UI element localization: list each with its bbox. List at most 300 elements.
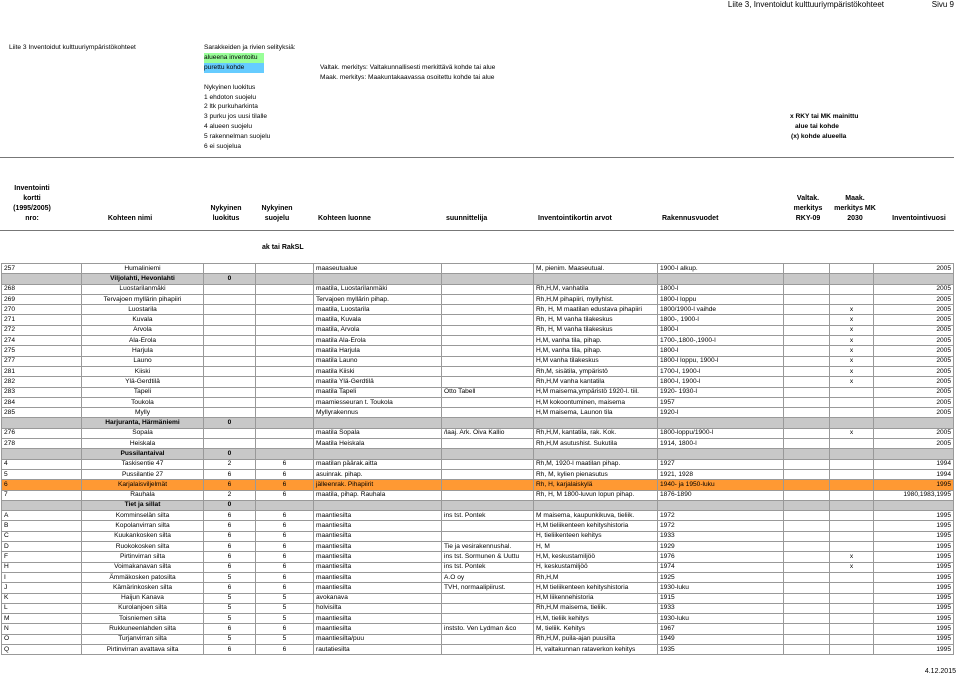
table-cell: 6 [256,511,314,521]
table-cell: A [2,511,82,521]
table-cell [442,408,534,418]
table-cell: Rh, H, M vanha tilakeskus [534,315,658,325]
table-cell [2,500,82,510]
table-cell [256,274,314,284]
table-cell [784,634,830,644]
table-cell [830,459,874,469]
table-cell [442,366,534,376]
table-cell: Launo [82,356,204,366]
table-cell [784,439,830,449]
table-cell [784,428,830,438]
table-cell: holvisilta [314,603,442,613]
table-cell: 2005 [874,408,954,418]
table-cell: Luostarilanmäki [82,284,204,294]
table-cell [442,284,534,294]
table-cell: 1972 [658,511,784,521]
table-row [2,284,954,294]
table-cell: Sopala [82,428,204,438]
table-cell: 6 [204,531,256,541]
table-cell [442,325,534,335]
table-cell: Myllyrakennus [314,408,442,418]
table-row [2,336,954,346]
table-cell: 2005 [874,336,954,346]
table-cell: Rh,H,M maisema, tieliik. [534,603,658,613]
table-cell [442,305,534,315]
table-cell: 1995 [874,480,954,490]
table-cell: 257 [2,264,82,274]
table-cell: Harjula [82,346,204,356]
table-cell [204,428,256,438]
table-row [2,552,954,562]
table-cell: 1995 [874,624,954,634]
rky-note-3: (x) kohde alueella [791,133,847,140]
table-cell: M, tieliik. Kehitys [534,624,658,634]
table-cell [658,500,784,510]
table-cell [830,500,874,510]
table-cell: 0 [204,500,256,510]
table-row [2,521,954,531]
table-cell: 6 [204,469,256,479]
table-cell: Tervajoen myllärin pihap. [314,294,442,304]
table-cell: x [830,305,874,315]
table-cell: 0 [204,449,256,459]
header-separator [0,157,954,158]
table-cell [314,449,442,459]
table-cell [256,346,314,356]
table-cell: 281 [2,366,82,376]
table-cell [256,408,314,418]
col-name: Kohteen nimi [107,215,153,222]
table-cell: x [830,346,874,356]
table-cell [830,644,874,654]
table-cell: maatila Tapeli [314,387,442,397]
table-cell [784,603,830,613]
table-cell [442,418,534,428]
table-cell: 1995 [874,593,954,603]
table-cell: maatilan päärak.aitta [314,459,442,469]
table-cell: maantiesilta [314,511,442,521]
table-cell [2,449,82,459]
table-cell [830,603,874,613]
table-cell [442,274,534,284]
table-cell: 275 [2,346,82,356]
table-cell: Rh,H,M pihapiiri, myllyhist. [534,294,658,304]
table-cell: Rh,H,M asutushist. Sukutila [534,439,658,449]
table-cell [256,397,314,407]
table-cell: 5 [2,469,82,479]
table-cell [256,449,314,459]
table-cell: maatila Launo [314,356,442,366]
table-cell: Pirtinvirran avattava silta [82,644,204,654]
table-cell [204,439,256,449]
table-row [2,469,954,479]
table-cell [204,387,256,397]
table-cell [830,284,874,294]
group-row [2,274,954,284]
table-cell [442,480,534,490]
table-cell: 5 [204,614,256,624]
table-row [2,408,954,418]
table-cell [830,572,874,582]
table-row [2,644,954,654]
table-cell: Rh,M, 1920-l maatilan pihap. [534,459,658,469]
table-cell: Rauhala [82,490,204,500]
table-cell: 2005 [874,284,954,294]
col-inventory-card: Inventointi kortti (1995/2005) nro: [13,185,51,222]
table-row [2,387,954,397]
table-cell: 1976 [658,552,784,562]
table-cell: F [2,552,82,562]
table-cell: 2005 [874,439,954,449]
table-cell: Taskisentie 47 [82,459,204,469]
table-cell: jälleenrak. Pihapiirit [314,480,442,490]
table-cell: 1933 [658,531,784,541]
table-cell: maatila Ylä-Gerdtilä [314,377,442,387]
table-cell: 6 [204,480,256,490]
table-cell: inststo. Ven Lydman &co [442,624,534,634]
table-cell [256,418,314,428]
doc-title: Liite 3 Inventoidut kulttuuriympäristökohteet [9,44,136,51]
col-protection: Nykyinen suojelu [261,205,293,222]
table-row [2,346,954,356]
table-cell: 2005 [874,356,954,366]
table-cell: maatila, Kuvala [314,315,442,325]
col-subheader: ak tai RakSL [262,244,304,251]
table-cell [874,418,954,428]
table-cell: x [830,562,874,572]
table-cell: M, pienim. Maaseutual. [534,264,658,274]
table-cell: 285 [2,408,82,418]
table-cell [784,325,830,335]
rky-note-1: x RKY tai MK mainittu [790,113,859,120]
table-cell [784,500,830,510]
table-cell [204,336,256,346]
table-row [2,603,954,613]
table-cell: Rh, H, M 1800-luvun lopun pihap. [534,490,658,500]
table-cell [256,325,314,335]
table-cell: 5 [256,603,314,613]
table-cell [830,634,874,644]
table-cell: H, tieliikenteen kehitys [534,531,658,541]
table-cell: 6 [256,480,314,490]
table-cell: 2005 [874,377,954,387]
footer-date: 4.12.2015 [924,668,956,675]
table-cell: maatila Harjula [314,346,442,356]
table-row [2,264,954,274]
table-cell: A.O oy [442,572,534,582]
table-cell: 2005 [874,428,954,438]
maak-note: Maak. merkitys: Maakuntakaavassa osoitettu kohde tai alue [320,74,495,81]
table-cell [784,624,830,634]
table-cell: Rh,H,M vanha kantatila [534,377,658,387]
table-cell: 6 [256,644,314,654]
table-cell: 2005 [874,325,954,335]
table-cell: 276 [2,428,82,438]
table-cell: x [830,315,874,325]
table-cell: Tapeli [82,387,204,397]
table-cell: 2 [204,490,256,500]
table-cell: ins tst. Pontek [442,511,534,521]
table-cell: 6 [204,644,256,654]
table-cell [442,459,534,469]
table-cell: L [2,603,82,613]
table-cell: 1980,1983,1995 [874,490,954,500]
table-cell: Mylly [82,408,204,418]
table-cell: Rh,M, sisätila, ympäristö [534,366,658,376]
table-cell [256,294,314,304]
table-cell [830,408,874,418]
legend-spot-swatch: purettu kohde [204,63,264,73]
table-cell: 1995 [874,562,954,572]
table-cell: Kurolanjoen silta [82,603,204,613]
table-cell: 1995 [874,542,954,552]
table-row [2,480,954,490]
table-cell: H,M kokoontuminen, maisema [534,397,658,407]
class-5: 5 rakennelman suojelu [204,133,271,140]
table-row [2,325,954,335]
table-cell [442,644,534,654]
table-cell [442,346,534,356]
table-cell: 6 [204,624,256,634]
table-cell [784,469,830,479]
table-cell: 6 [256,521,314,531]
table-cell: 1700-,1800-,1900-l [658,336,784,346]
table-cell: Rh, M, kylien pienasutus [534,469,658,479]
table-cell [830,583,874,593]
col-class: Nykyinen luokitus [210,205,242,222]
table-cell [784,644,830,654]
table-cell [830,397,874,407]
table-cell [830,624,874,634]
table-cell: 1949 [658,634,784,644]
table-cell: 0 [204,418,256,428]
table-cell: 5 [256,614,314,624]
table-cell: 5 [204,603,256,613]
table-cell: O [2,634,82,644]
table-cell: 2005 [874,397,954,407]
table-cell: 2005 [874,305,954,315]
table-cell [442,531,534,541]
table-cell: maantiesilta [314,521,442,531]
table-cell: 1974 [658,562,784,572]
table-cell: 6 [204,583,256,593]
table-cell [830,264,874,274]
table-cell [256,305,314,315]
table-cell [784,490,830,500]
page-header-title: Liite 3, Inventoidut kulttuuriympäristökohteet [727,0,884,9]
table-cell: B [2,521,82,531]
table-cell: maamiesseuran t. Toukola [314,397,442,407]
table-cell: maatila, Luostarilanmäki [314,284,442,294]
table-cell: 6 [256,490,314,500]
page-number: Sivu 9 [931,0,954,9]
group-row [2,418,954,428]
table-cell: 1920-l [658,408,784,418]
table-cell [442,593,534,603]
table-cell: K [2,593,82,603]
table-row [2,593,954,603]
table-cell: 2 [204,459,256,469]
table-row [2,572,954,582]
table-row [2,511,954,521]
table-cell: 2005 [874,315,954,325]
table-cell [204,397,256,407]
table-cell: 269 [2,294,82,304]
table-cell [784,459,830,469]
table-cell: 1972 [658,521,784,531]
table-cell: H,M, vanha tila, pihap. [534,336,658,346]
table-cell: maantiesilta [314,552,442,562]
col-years: Rakennusvuodet [662,215,719,222]
table-cell: Harjuranta, Härmäniemi [82,418,204,428]
group-row [2,500,954,510]
table-cell: Toisniemen silta [82,614,204,624]
table-cell: H,M vanha tilakeskus [534,356,658,366]
table-cell: 1994 [874,459,954,469]
table-cell [2,274,82,284]
table-cell [874,500,954,510]
table-cell: Voimakanavan silta [82,562,204,572]
table-cell: Humaliniemi [82,264,204,274]
table-cell [874,274,954,284]
table-cell [2,418,82,428]
table-cell: 0 [204,274,256,284]
table-cell: Arvola [82,325,204,335]
table-cell: N [2,624,82,634]
table-cell: 6 [256,469,314,479]
page-header [0,0,960,9]
explanation-title: Sarakkeiden ja rivien selityksiä: [204,44,296,51]
table-cell: rautatiesilta [314,644,442,654]
table-cell: maantiesilta [314,531,442,541]
col-values: Inventointikortin arvot [538,215,612,222]
table-cell [830,274,874,284]
table-row [2,624,954,634]
table-cell [204,408,256,418]
table-cell [784,274,830,284]
table-cell [830,542,874,552]
table-cell: H,M maisema, Launon tila [534,408,658,418]
table-cell: Kopolanvirran silta [82,521,204,531]
table-cell: avokanava [314,593,442,603]
table-cell: D [2,542,82,552]
table-cell: 2005 [874,294,954,304]
col-valtak: Valtak. merkitys RKY-09 [793,195,823,222]
table-cell: 1800-, 1900-l [658,315,784,325]
table-cell [256,356,314,366]
table-cell: Komminselän silta [82,511,204,521]
table-cell [442,634,534,644]
table-cell: 5 [256,634,314,644]
table-row [2,294,954,304]
table-cell [534,449,658,459]
table-cell: /laaj. Ark. Oiva Kallio [442,428,534,438]
column-header-separator [0,230,954,231]
table-cell: Heiskala [82,439,204,449]
table-cell [256,439,314,449]
table-cell [784,397,830,407]
table-cell: maatila Ala-Erola [314,336,442,346]
table-cell: Rh,H,M, puila-ajan puusilta [534,634,658,644]
group-row [2,449,954,459]
table-cell: 5 [204,634,256,644]
table-cell: maatila, Arvola [314,325,442,335]
table-cell [314,418,442,428]
table-cell [534,500,658,510]
table-cell: 274 [2,336,82,346]
table-cell: 6 [256,459,314,469]
table-cell: Rh,H,M, vanhatila [534,284,658,294]
table-cell: Otto Tabell [442,387,534,397]
table-cell: 1995 [874,552,954,562]
table-cell [830,511,874,521]
table-cell: 272 [2,325,82,335]
table-cell [442,500,534,510]
table-cell [830,521,874,531]
table-cell [442,521,534,531]
table-row [2,377,954,387]
table-cell: 1927 [658,459,784,469]
table-cell: Rh, H, karjalaiskylä [534,480,658,490]
table-cell: 6 [256,583,314,593]
table-cell: Q [2,644,82,654]
table-cell [256,336,314,346]
table-cell [256,315,314,325]
table-cell: TVH, normaalipiirust. [442,583,534,593]
table-cell: Rh, H, M vanha tilakeskus [534,325,658,335]
table-cell: 1930-luku [658,583,784,593]
table-cell: 6 [256,572,314,582]
table-cell: x [830,552,874,562]
table-cell [784,583,830,593]
table-cell: Pussilantaival [82,449,204,459]
legend-area-swatch: alueena inventoitu [204,53,264,63]
table-cell [830,387,874,397]
table-cell: maatila Sopala [314,428,442,438]
table-cell [784,356,830,366]
table-cell: x [830,366,874,376]
classes-title: Nykyinen luokitus [204,84,256,91]
table-cell: H,M tieliikenteen kehityshistoria [534,583,658,593]
table-cell [442,377,534,387]
table-cell [784,408,830,418]
table-cell: 5 [204,572,256,582]
table-row [2,428,954,438]
table-cell: maatila, Luostarila [314,305,442,315]
table-cell [256,500,314,510]
table-cell: Haijun Kanava [82,593,204,603]
table-cell [830,593,874,603]
table-cell: J [2,583,82,593]
table-row [2,459,954,469]
table-cell [784,572,830,582]
table-cell [442,603,534,613]
table-row [2,439,954,449]
table-cell [204,377,256,387]
table-cell [830,294,874,304]
table-cell [204,325,256,335]
table-cell [784,511,830,521]
table-row [2,634,954,644]
table-cell: 1995 [874,614,954,624]
table-cell: 1921, 1928 [658,469,784,479]
table-cell: H, valtakunnan rataverkon kehitys [534,644,658,654]
table-cell [314,274,442,284]
table-cell [534,418,658,428]
table-cell: Kämärinkosken silta [82,583,204,593]
table-cell: 6 [204,511,256,521]
table-cell [204,305,256,315]
